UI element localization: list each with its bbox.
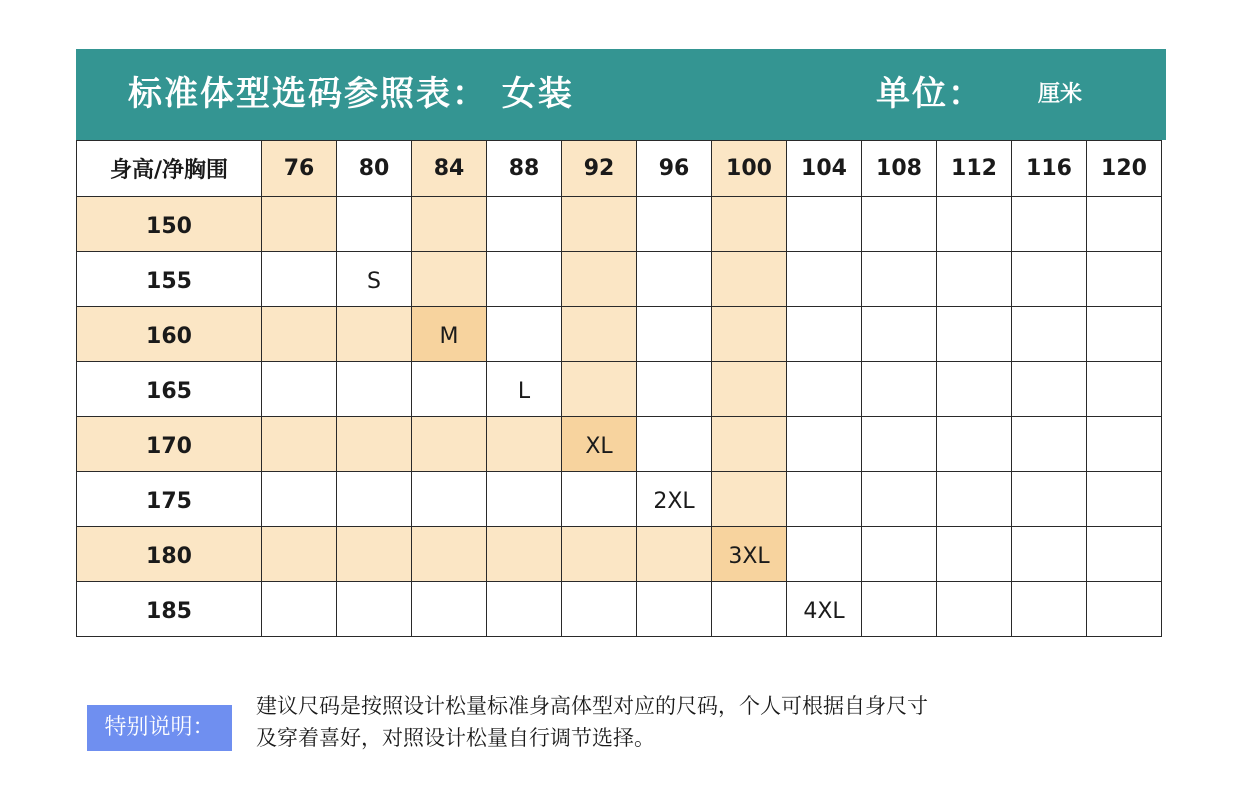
table-cell bbox=[262, 582, 337, 637]
table-header-row bbox=[77, 141, 1162, 197]
table-cell bbox=[562, 472, 637, 527]
table-cell bbox=[487, 472, 562, 527]
size-label-cell: L bbox=[487, 362, 562, 417]
table-cell bbox=[562, 252, 637, 307]
table-cell bbox=[1087, 252, 1162, 307]
table-cell bbox=[1087, 582, 1162, 637]
table-cell bbox=[1012, 252, 1087, 307]
column-header-88: 88 bbox=[487, 141, 562, 197]
table-cell bbox=[412, 417, 487, 472]
size-chart-table bbox=[76, 140, 1162, 637]
row-height-cell: 175 bbox=[77, 472, 262, 527]
table-cell bbox=[862, 582, 937, 637]
table-cell bbox=[862, 417, 937, 472]
row-height-cell: 180 bbox=[77, 527, 262, 582]
table-cell bbox=[862, 307, 937, 362]
table-cell bbox=[937, 252, 1012, 307]
size-label-cell: 3XL bbox=[712, 527, 787, 582]
table-cell bbox=[937, 197, 1012, 252]
table-cell bbox=[337, 527, 412, 582]
size-label-cell: S bbox=[337, 252, 412, 307]
table-cell bbox=[1087, 362, 1162, 417]
column-header-76: 76 bbox=[262, 141, 337, 197]
table-cell bbox=[487, 197, 562, 252]
table-cell bbox=[637, 362, 712, 417]
column-header-80: 80 bbox=[337, 141, 412, 197]
special-note-line-1: 建议尺码是按照设计松量标准身高体型对应的尺码，个人可根据自身尺寸 bbox=[256, 694, 928, 718]
table-cell bbox=[787, 527, 862, 582]
table-cell bbox=[562, 197, 637, 252]
table-cell bbox=[712, 472, 787, 527]
table-cell bbox=[1012, 362, 1087, 417]
table-cell bbox=[1012, 582, 1087, 637]
table-row bbox=[77, 417, 1162, 472]
table-cell bbox=[712, 417, 787, 472]
size-label-cell: 4XL bbox=[787, 582, 862, 637]
table-cell bbox=[637, 307, 712, 362]
special-note-label: 特别说明： bbox=[87, 705, 232, 751]
table-cell bbox=[862, 472, 937, 527]
size-label-cell: 2XL bbox=[637, 472, 712, 527]
table-cell bbox=[862, 252, 937, 307]
table-cell bbox=[412, 197, 487, 252]
table-cell bbox=[337, 307, 412, 362]
table-cell bbox=[862, 362, 937, 417]
table-cell bbox=[1087, 417, 1162, 472]
table-cell bbox=[487, 307, 562, 362]
table-cell bbox=[337, 197, 412, 252]
table-cell bbox=[937, 362, 1012, 417]
table-cell bbox=[862, 197, 937, 252]
table-cell bbox=[712, 197, 787, 252]
header-banner bbox=[76, 49, 1166, 140]
table-cell bbox=[262, 472, 337, 527]
column-header-120: 120 bbox=[1087, 141, 1162, 197]
table-cell bbox=[787, 362, 862, 417]
table-cell bbox=[412, 252, 487, 307]
table-cell bbox=[637, 582, 712, 637]
table-cell bbox=[787, 472, 862, 527]
table-cell bbox=[562, 307, 637, 362]
table-cell bbox=[262, 362, 337, 417]
table-cell bbox=[787, 197, 862, 252]
special-note-text bbox=[256, 690, 1156, 754]
table-cell bbox=[937, 582, 1012, 637]
table-cell bbox=[1012, 197, 1087, 252]
table-cell bbox=[712, 307, 787, 362]
table-cell bbox=[337, 417, 412, 472]
table-cell bbox=[487, 582, 562, 637]
table-cell bbox=[712, 362, 787, 417]
table-cell bbox=[1012, 417, 1087, 472]
column-header-100: 100 bbox=[712, 141, 787, 197]
column-header-116: 116 bbox=[1012, 141, 1087, 197]
table-cell bbox=[637, 252, 712, 307]
column-header-104: 104 bbox=[787, 141, 862, 197]
table-cell bbox=[937, 307, 1012, 362]
row-height-cell: 150 bbox=[77, 197, 262, 252]
table-cell bbox=[562, 527, 637, 582]
table-cell bbox=[862, 527, 937, 582]
table-cell bbox=[562, 582, 637, 637]
column-header-84: 84 bbox=[412, 141, 487, 197]
column-header-112: 112 bbox=[937, 141, 1012, 197]
table-row bbox=[77, 527, 1162, 582]
size-chart-body bbox=[77, 141, 1162, 637]
table-row bbox=[77, 472, 1162, 527]
table-cell bbox=[412, 527, 487, 582]
table-cell bbox=[487, 252, 562, 307]
table-cell bbox=[1087, 472, 1162, 527]
table-cell bbox=[262, 527, 337, 582]
table-cell bbox=[562, 362, 637, 417]
table-cell bbox=[487, 417, 562, 472]
table-row bbox=[77, 582, 1162, 637]
table-cell bbox=[787, 307, 862, 362]
table-cell bbox=[262, 307, 337, 362]
row-height-cell: 160 bbox=[77, 307, 262, 362]
table-row bbox=[77, 252, 1162, 307]
table-cell bbox=[1012, 527, 1087, 582]
table-cell bbox=[787, 252, 862, 307]
table-cell bbox=[937, 527, 1012, 582]
page-title: 标准体型选码参照表： 女装 bbox=[128, 74, 574, 114]
size-label-cell: XL bbox=[562, 417, 637, 472]
table-cell bbox=[1087, 197, 1162, 252]
row-height-cell: 155 bbox=[77, 252, 262, 307]
table-cell bbox=[487, 527, 562, 582]
column-header-92: 92 bbox=[562, 141, 637, 197]
row-height-cell: 170 bbox=[77, 417, 262, 472]
unit-value: 厘米 bbox=[1038, 82, 1083, 107]
table-cell bbox=[937, 417, 1012, 472]
table-cell bbox=[262, 417, 337, 472]
table-cell bbox=[412, 362, 487, 417]
row-height-cell: 165 bbox=[77, 362, 262, 417]
size-label-cell: M bbox=[412, 307, 487, 362]
table-cell bbox=[637, 197, 712, 252]
table-cell bbox=[262, 252, 337, 307]
table-cell bbox=[412, 582, 487, 637]
unit-label: 单位： bbox=[876, 74, 984, 114]
table-cell bbox=[337, 362, 412, 417]
table-cell bbox=[262, 197, 337, 252]
row-height-cell: 185 bbox=[77, 582, 262, 637]
corner-header-cell: 身高/净胸围 bbox=[77, 141, 262, 197]
table-cell bbox=[412, 472, 487, 527]
table-cell bbox=[637, 417, 712, 472]
table-cell bbox=[337, 472, 412, 527]
special-note-line-2: 及穿着喜好，对照设计松量自行调节选择。 bbox=[256, 726, 655, 750]
table-cell bbox=[937, 472, 1012, 527]
table-cell bbox=[1012, 472, 1087, 527]
table-cell bbox=[337, 582, 412, 637]
table-row bbox=[77, 307, 1162, 362]
column-header-108: 108 bbox=[862, 141, 937, 197]
table-row bbox=[77, 197, 1162, 252]
table-cell bbox=[787, 417, 862, 472]
column-header-96: 96 bbox=[637, 141, 712, 197]
table-cell bbox=[1087, 527, 1162, 582]
table-cell bbox=[712, 252, 787, 307]
table-cell bbox=[1012, 307, 1087, 362]
table-row bbox=[77, 362, 1162, 417]
table-cell bbox=[712, 582, 787, 637]
table-cell bbox=[637, 527, 712, 582]
table-cell bbox=[1087, 307, 1162, 362]
